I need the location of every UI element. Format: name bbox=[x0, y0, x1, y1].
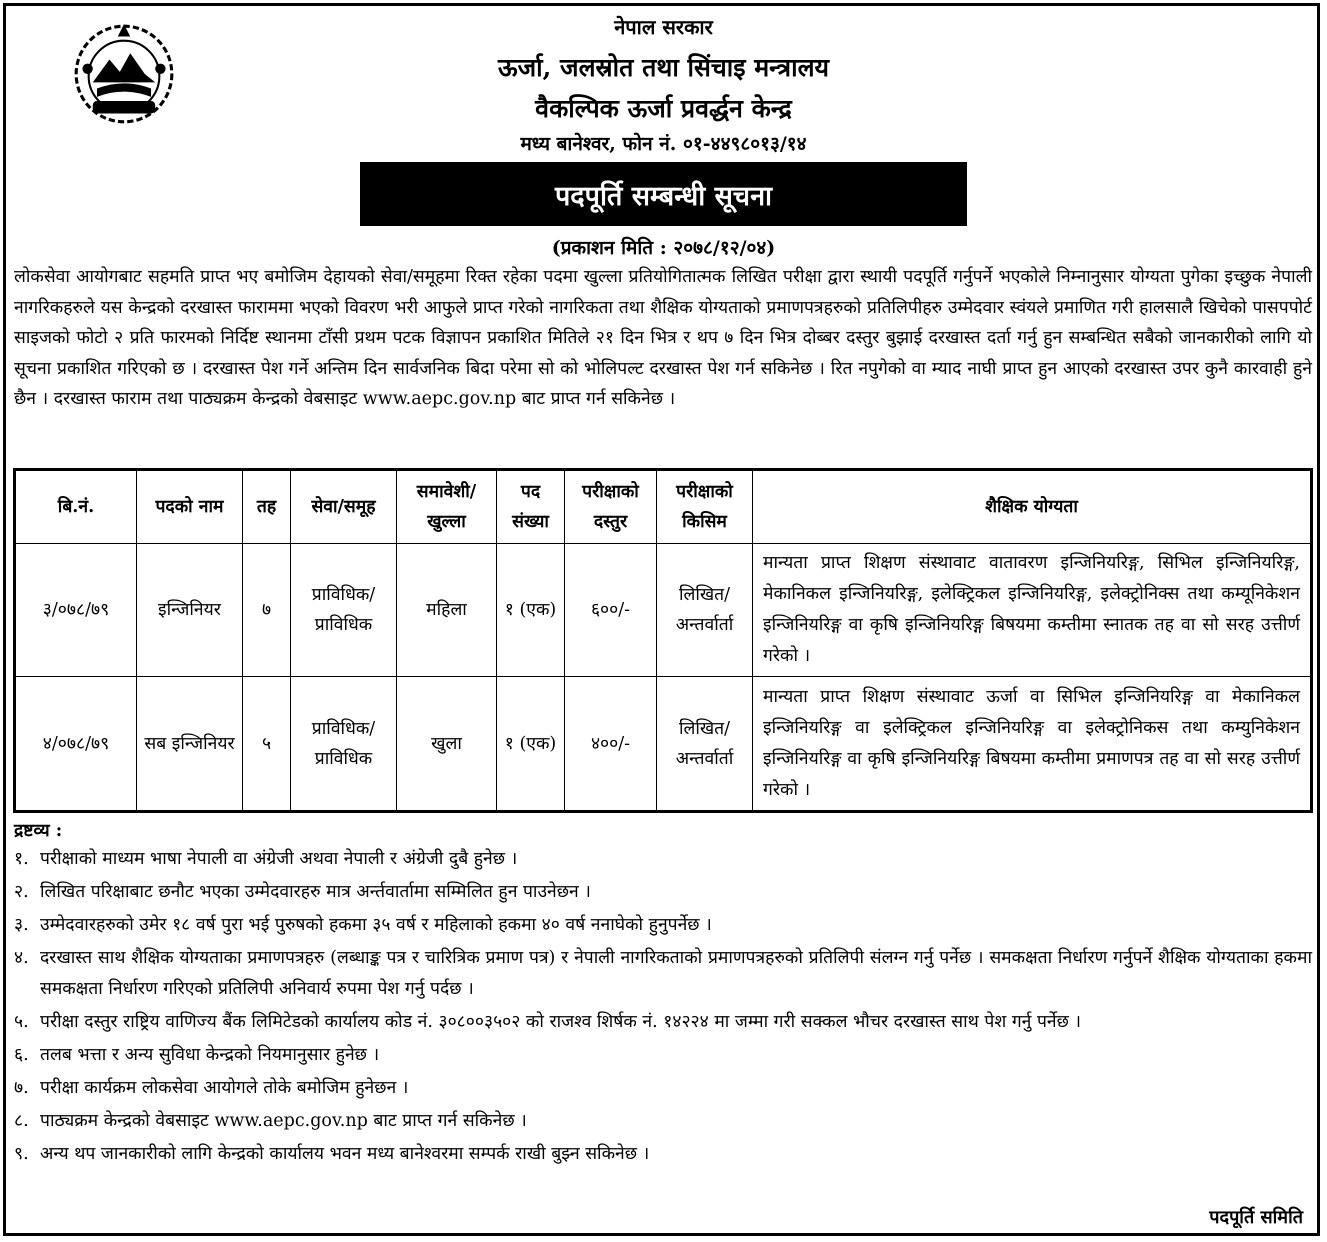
signature-committee: पदपूर्ति समिति bbox=[1209, 1207, 1303, 1228]
advert-number: ४/०७८/७९ bbox=[15, 677, 137, 812]
notes-section bbox=[14, 818, 1312, 1172]
note-text: पाठ्यक्रम केन्द्रको वेबसाइट www.aepc.gov.np बाट प्राप्त गर्न सकिनेछ । bbox=[40, 1110, 527, 1131]
list-item bbox=[14, 1139, 1312, 1170]
note-text: लिखित परिक्षाबाट छनौट भएका उम्मेदवारहरु मात्र अर्न्तवार्तामा सम्मिलित हुन पाउनेछन । bbox=[40, 882, 591, 902]
list-item bbox=[14, 1040, 1312, 1071]
qualification: मान्यता प्राप्त शिक्षण संस्थावाट ऊर्जा वा सिभिल इन्जिनियरिङ्ग वा मेकानिकल इन्जिनियरिङ्ग वा इलेक्ट्रिकल इन्जिनियरिङ्ग वा इलेक्ट्रोनिकस तथा कम्युनिकेशन इन्जिनियरिङ्ग वा कृषि इन्जिनियरिङ्ग बिषयमा कम्तीमा प्रमाणपत्र तह वा सो सरह उत्तीर्ण गरेको । bbox=[753, 677, 1312, 812]
list-item bbox=[14, 1073, 1312, 1104]
column-header: समावेशी/ खुल्ला bbox=[397, 470, 497, 544]
table-header-row bbox=[15, 470, 1312, 544]
list-item bbox=[14, 1106, 1312, 1137]
vacancy-table bbox=[13, 468, 1313, 813]
column-header: बि.नं. bbox=[15, 470, 137, 544]
post-name: सब इन्जिनियर bbox=[137, 677, 243, 812]
list-item bbox=[14, 844, 1312, 875]
column-header: शैक्षिक योग्यता bbox=[753, 470, 1312, 544]
post-level: ७ bbox=[243, 544, 291, 677]
service-group: प्राविधिक/ प्राविधिक bbox=[291, 544, 397, 677]
service-group: प्राविधिक/ प्राविधिक bbox=[291, 677, 397, 812]
note-text: उम्मेदवारहरुको उमेर १८ वर्ष पुरा भई पुरुषको हकमा ३५ वर्ष र महिलाको हकमा ४० वर्ष ननाघेको हुनुपर्नेछ । bbox=[40, 915, 712, 935]
exam-type: लिखित/ अन्तर्वार्ता bbox=[657, 677, 753, 812]
inclusion-type: महिला bbox=[397, 544, 497, 677]
note-number: १. bbox=[14, 849, 29, 869]
inclusion-type: खुला bbox=[397, 677, 497, 812]
note-number: ६. bbox=[14, 1044, 29, 1065]
note-number: ९. bbox=[14, 1143, 29, 1164]
post-count: १ (एक) bbox=[497, 677, 565, 812]
exam-type: लिखित/ अन्तर्वार्ता bbox=[657, 544, 753, 677]
office-address: मध्य बानेश्वर, फोन नं. ०१-४४९८०१३/१४ bbox=[520, 133, 807, 155]
column-header: पद संख्या bbox=[497, 470, 565, 544]
column-header: पदको नाम bbox=[137, 470, 243, 544]
note-text: अन्य थप जानकारीको लागि केन्द्रको कार्यालय भवन मध्य बानेश्वरमा सम्पर्क राखी बुझ्न सकिनेछ । bbox=[40, 1143, 650, 1164]
note-text: तलब भत्ता र अन्य सुविधा केन्द्रको नियमानुसार हुनेछ । bbox=[40, 1044, 380, 1065]
advert-number: ३/०७८/७९ bbox=[15, 544, 137, 677]
column-header: परीक्षाको दस्तुर bbox=[565, 470, 657, 544]
post-name: इन्जिनियर bbox=[137, 544, 243, 677]
list-item bbox=[14, 910, 1312, 941]
exam-fee: ४००/- bbox=[565, 677, 657, 812]
notice-title: पदपूर्ति सम्बन्धी सूचना bbox=[554, 180, 773, 212]
exam-fee: ६००/- bbox=[565, 544, 657, 677]
centre-name: वैकल्पिक ऊर्जा प्रवर्द्धन केन्द्र bbox=[535, 94, 792, 123]
list-item bbox=[14, 943, 1312, 1004]
notes-title: द्रष्टव्य : bbox=[14, 821, 63, 841]
government-name: नेपाल सरकार bbox=[614, 15, 713, 39]
qualification: मान्यता प्राप्त शिक्षण संस्थावाट वातावरण इन्जिनियरिङ्ग, सिभिल इन्जिनियरिङ्ग, मेकानिकल इन्जिनियरिङ्ग, इलेक्ट्रिकल इन्जिनियरिङ्ग, इलेक्ट्रोनिक्स तथा कम्यूनिकेशन इन्जिनियरिङ्ग वा कृषि इन्जिनियरिङ्ग बिषयमा कम्तीमा स्नातक तह वा सो सरह उत्तीर्ण गरेको । bbox=[753, 544, 1312, 677]
column-header: सेवा/समूह bbox=[291, 470, 397, 544]
notice-title-banner bbox=[360, 162, 967, 226]
note-text: परीक्षा दस्तुर राष्ट्रिय वाणिज्य बैंक लिमिटेडको कार्यालय कोड नं. ३०८००३५०२ को राजश्व शिर्षक नं. १४२२४ मा जम्मा गरी सक्कल भौचर दरखास्त साथ पेश गर्नु पर्नेछ । bbox=[40, 1011, 1082, 1032]
post-count: १ (एक) bbox=[497, 544, 565, 677]
column-header: परीक्षाको किसिम bbox=[657, 470, 753, 544]
publish-date: (प्रकाशन मिति : २०७८/१२/०४) bbox=[551, 237, 776, 259]
note-text: दरखास्त साथ शैक्षिक योग्यताका प्रमाणपत्रहरु (लब्धाङ्क पत्र र चारित्रिक प्रमाण पत्र) र नेपाली नागरिकताको प्रमाणपत्रहरुको प्रतिलिपी संलग्न गर्नु पर्नेछ । समकक्षता निर्धारण गर्नुपर्ने शैक्षिक योग्यताका हकमा समकक्षता निर्धारण गरिएको प्रतिलिपी अनिवार्य रुपमा पेश गर्नु पर्दछ । bbox=[40, 948, 1312, 999]
note-number: ४. bbox=[14, 948, 29, 968]
note-number: ७. bbox=[14, 1077, 29, 1098]
note-number: ८. bbox=[14, 1110, 29, 1131]
list-item bbox=[14, 1007, 1312, 1038]
note-text: परीक्षाको माध्यम भाषा नेपाली वा अंग्रेजी अथवा नेपाली र अंग्रेजी दुबै हुनेछ । bbox=[40, 849, 518, 869]
note-number: ३. bbox=[14, 915, 29, 935]
list-item bbox=[14, 877, 1312, 908]
intro-paragraph: लोकसेवा आयोगबाट सहमति प्राप्त भए बमोजिम देहायको सेवा/समूहमा रिक्त रहेका पदमा खुल्ला प्रतियोगितात्मक लिखित परीक्षा द्वारा स्थायी पदपूर्ति गर्नुपर्ने भएकोले निम्नानुसार योग्यता पुगेका इच्छुक नेपाली नागरिकहरुले यस केन्द्रको दरखास्त फाराममा भएको विवरण भरी आफुले प्राप्त गरेको नागरिकता तथा शैक्षिक योग्यताको प्रमाणपत्रहरुको प्रतिलिपीहरु उम्मेदवार स्वंयले प्रमाणित गरी हालसालै खिचेको पासपपोर्ट साइजको फोटो २ प्रति फारमको निर्दिष्ट स्थानमा टाँसी प्रथम पटक विज्ञापन प्रकाशित मितिले २१ दिन भित्र र थप ७ दिन भित्र दोब्बर दस्तुर बुझाई दरखास्त दर्ता गर्नु हुन सम्बन्धित सबैको जानकारीको लागि यो सूचना प्रकाशित गरिएको छ । दरखास्त पेश गर्ने अन्तिम दिन सार्वजनिक बिदा परेमा सो को भोलिपल्ट दरखास्त पेश गर्न सकिनेछ । रित नपुगेको वा म्याद नाघी प्राप्त हुन आएको दरखास्त उपर कुनै कारवाही हुने छैन । दरखास्त फाराम तथा पाठ्यक्रम केन्द्रको वेबसाइट www.aepc.gov.np बाट प्राप्त गर्न सकिनेछ । bbox=[14, 267, 1312, 410]
column-header: तह bbox=[243, 470, 291, 544]
note-number: ५. bbox=[14, 1011, 29, 1032]
ministry-name: ऊर्जा, जलस्रोत तथा सिंचाइ मन्त्रालय bbox=[497, 53, 830, 82]
post-level: ५ bbox=[243, 677, 291, 812]
note-number: २. bbox=[14, 882, 29, 902]
table-row bbox=[15, 677, 1312, 812]
table-row bbox=[15, 544, 1312, 677]
note-text: परीक्षा कार्यक्रम लोकसेवा आयोगले तोके बमोजिम हुनेछन । bbox=[40, 1077, 409, 1098]
